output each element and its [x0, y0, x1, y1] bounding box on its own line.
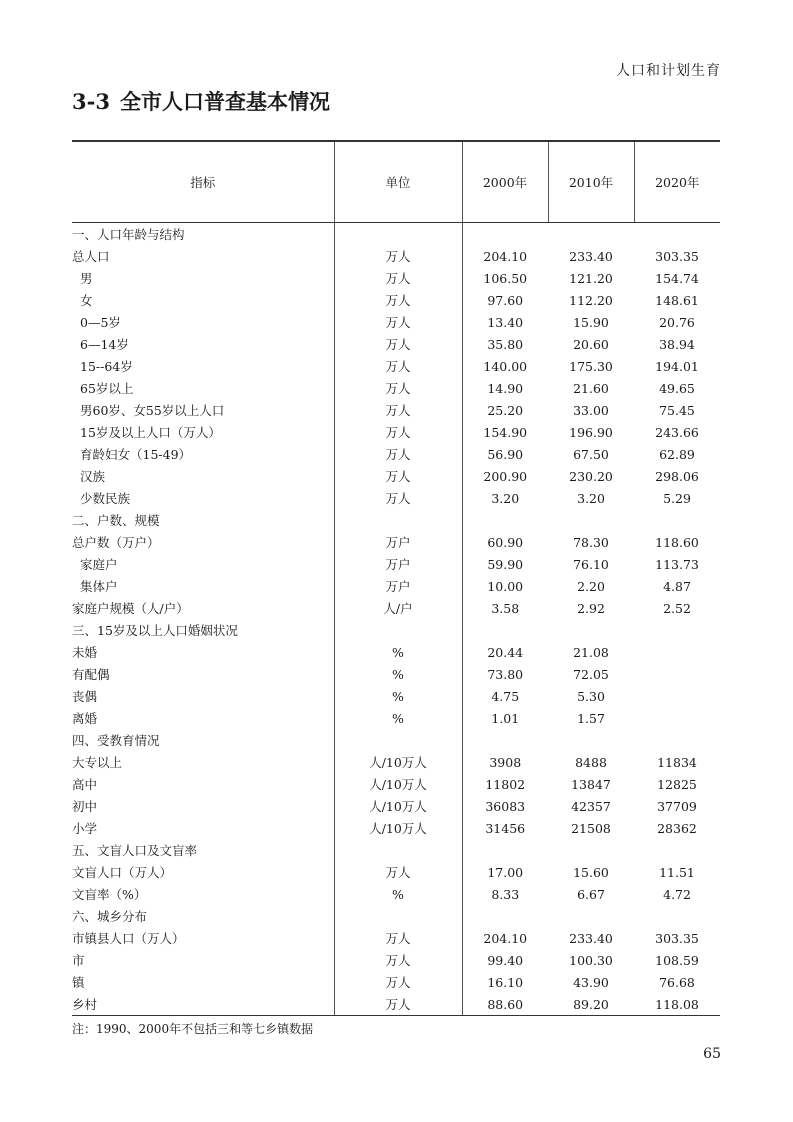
value-2010: 42357 — [571, 798, 611, 814]
row-label: 三、15岁及以上人口婚姻状况 — [72, 623, 238, 638]
value-2000: 3.58 — [462, 597, 548, 619]
row-label: 高中 — [72, 777, 98, 792]
table-row — [72, 597, 720, 619]
table-row — [72, 443, 720, 465]
table-row — [72, 817, 720, 839]
value-2010 — [548, 619, 634, 641]
row-label: 女 — [80, 293, 93, 308]
value-2000: 4.75 — [462, 685, 548, 707]
value-2000 — [462, 509, 548, 531]
value-2000: 20.44 — [462, 641, 548, 663]
row-unit: 万人 — [334, 245, 462, 267]
row-unit: 人/10万人 — [334, 773, 462, 795]
row-unit: 万人 — [334, 377, 462, 399]
row-unit: 万人 — [334, 993, 462, 1016]
value-2000 — [462, 619, 548, 641]
row-unit: 万人 — [334, 487, 462, 509]
value-2000: 10.00 — [462, 575, 548, 597]
value-2010: 76.10 — [573, 556, 609, 572]
table-row — [72, 751, 720, 773]
value-2010 — [548, 839, 634, 861]
value-2020 — [634, 839, 720, 861]
row-label: 市 — [72, 953, 85, 968]
col-header-unit: 单位 — [334, 141, 462, 223]
table-row — [72, 883, 720, 905]
value-2000: 13.40 — [462, 311, 548, 333]
value-2020: 75.45 — [659, 402, 695, 418]
value-2010: 72.05 — [573, 666, 609, 682]
table-row — [72, 575, 720, 597]
row-unit: 万人 — [334, 267, 462, 289]
row-unit: 万户 — [334, 575, 462, 597]
value-2000 — [462, 729, 548, 751]
table-row — [72, 685, 720, 707]
table-row — [72, 509, 720, 531]
table-row — [72, 421, 720, 443]
row-unit: 万人 — [334, 355, 462, 377]
value-2020 — [634, 619, 720, 641]
value-2010: 121.20 — [569, 270, 613, 286]
value-2020: 154.74 — [655, 270, 699, 286]
col-header-2020: 2020年 — [634, 141, 720, 223]
row-label: 大专以上 — [72, 755, 123, 770]
table-row — [72, 861, 720, 883]
value-2020: 49.65 — [659, 380, 695, 396]
value-2020: 76.68 — [659, 974, 695, 990]
value-2000: 3.20 — [462, 487, 548, 509]
row-label: 离婚 — [72, 711, 98, 726]
row-unit: 人/10万人 — [334, 817, 462, 839]
value-2000: 200.90 — [462, 465, 548, 487]
value-2010: 100.30 — [569, 952, 613, 968]
value-2020: 4.72 — [663, 886, 691, 902]
table-row — [72, 663, 720, 685]
section-header: 人口和计划生育 — [616, 63, 721, 79]
table-row — [72, 993, 720, 1016]
table-row — [72, 773, 720, 795]
table-row — [72, 289, 720, 311]
row-label: 育龄妇女（15-49） — [80, 447, 192, 462]
row-unit: 万户 — [334, 531, 462, 553]
row-unit: 万人 — [334, 861, 462, 883]
row-unit — [334, 619, 462, 641]
row-label: 五、文盲人口及文盲率 — [72, 843, 198, 858]
col-header-2010: 2010年 — [548, 141, 634, 223]
row-label: 未婚 — [72, 645, 98, 660]
row-label: 二、户数、规模 — [72, 513, 160, 528]
value-2010: 230.20 — [569, 468, 613, 484]
row-label: 一、人口年龄与结构 — [72, 227, 185, 242]
value-2000: 16.10 — [462, 971, 548, 993]
row-unit: 人/10万人 — [334, 751, 462, 773]
row-label: 0—5岁 — [80, 315, 121, 330]
value-2020: 303.35 — [655, 930, 699, 946]
row-unit: 万人 — [334, 421, 462, 443]
row-label: 总户数（万户） — [72, 535, 160, 550]
table-row — [72, 487, 720, 509]
table-row — [72, 729, 720, 751]
table-row — [72, 333, 720, 355]
row-unit: 人/10万人 — [334, 795, 462, 817]
footnote: 注：1990、2000年不包括三和等七乡镇数据 — [72, 1022, 314, 1036]
value-2000: 106.50 — [462, 267, 548, 289]
value-2000: 17.00 — [462, 861, 548, 883]
row-label: 集体户 — [80, 579, 118, 594]
value-2000: 204.10 — [462, 245, 548, 267]
table-row — [72, 641, 720, 663]
value-2000: 25.20 — [462, 399, 548, 421]
row-unit: % — [334, 641, 462, 663]
table-row — [72, 531, 720, 553]
value-2010 — [548, 905, 634, 927]
value-2010: 43.90 — [573, 974, 609, 990]
table-row — [72, 971, 720, 993]
table-row — [72, 245, 720, 267]
value-2010: 233.40 — [569, 248, 613, 264]
row-unit — [334, 223, 462, 246]
row-unit — [334, 839, 462, 861]
value-2000: 60.90 — [462, 531, 548, 553]
value-2020: 148.61 — [655, 292, 699, 308]
row-label: 镇 — [72, 975, 85, 990]
row-label: 文盲率（%） — [72, 887, 147, 902]
value-2020 — [634, 223, 720, 246]
table-row — [72, 377, 720, 399]
value-2000: 35.80 — [462, 333, 548, 355]
row-unit: 万人 — [334, 333, 462, 355]
value-2020: 113.73 — [655, 556, 699, 572]
value-2020 — [634, 905, 720, 927]
value-2010: 112.20 — [569, 292, 613, 308]
value-2020: 298.06 — [655, 468, 699, 484]
row-label: 男60岁、女55岁以上人口 — [80, 403, 225, 418]
value-2010: 2.92 — [577, 600, 605, 616]
row-unit: 万户 — [334, 553, 462, 575]
col-header-2000: 2000年 — [462, 141, 548, 223]
row-label: 丧偶 — [72, 689, 98, 704]
value-2020 — [634, 663, 720, 685]
value-2000: 73.80 — [462, 663, 548, 685]
value-2020: 194.01 — [655, 358, 699, 374]
value-2000: 59.90 — [462, 553, 548, 575]
value-2000: 14.90 — [462, 377, 548, 399]
value-2000: 88.60 — [462, 993, 548, 1016]
table-row — [72, 839, 720, 861]
value-2010: 20.60 — [573, 336, 609, 352]
value-2020: 243.66 — [655, 424, 699, 440]
row-label: 家庭户 — [80, 557, 118, 572]
table-row — [72, 619, 720, 641]
row-label: 15岁及以上人口（万人） — [80, 425, 221, 440]
value-2000: 154.90 — [462, 421, 548, 443]
value-2010: 1.57 — [577, 710, 605, 726]
table-row — [72, 927, 720, 949]
value-2020: 5.29 — [663, 490, 691, 506]
value-2010: 21.08 — [573, 644, 609, 660]
table-row — [72, 905, 720, 927]
value-2000: 99.40 — [462, 949, 548, 971]
value-2020: 118.60 — [655, 534, 699, 550]
value-2010 — [548, 729, 634, 751]
table-number: 3-3 — [72, 89, 110, 114]
table-row — [72, 707, 720, 729]
value-2010: 2.20 — [577, 578, 605, 594]
row-unit — [334, 905, 462, 927]
value-2000: 97.60 — [462, 289, 548, 311]
row-unit: 人/户 — [334, 597, 462, 619]
value-2020: 20.76 — [659, 314, 695, 330]
row-unit: 万人 — [334, 399, 462, 421]
page-number: 65 — [703, 1046, 721, 1062]
row-label: 15--64岁 — [80, 359, 133, 374]
table-row — [72, 399, 720, 421]
value-2010 — [548, 509, 634, 531]
row-label: 有配偶 — [72, 667, 110, 682]
row-label: 家庭户规模（人/户） — [72, 601, 189, 616]
row-label: 文盲人口（万人） — [72, 865, 173, 880]
value-2010: 13847 — [571, 776, 611, 792]
row-label: 小学 — [72, 821, 98, 836]
row-label: 市镇县人口（万人） — [72, 931, 185, 946]
value-2000: 8.33 — [462, 883, 548, 905]
table-row — [72, 355, 720, 377]
row-label: 汉族 — [80, 469, 106, 484]
value-2020 — [634, 707, 720, 729]
value-2010: 3.20 — [577, 490, 605, 506]
row-unit: % — [334, 883, 462, 905]
row-unit: % — [334, 663, 462, 685]
row-unit: 万人 — [334, 971, 462, 993]
col-header-indicator: 指标 — [72, 141, 334, 223]
value-2020: 28362 — [657, 820, 697, 836]
value-2000: 36083 — [462, 795, 548, 817]
table-row — [72, 553, 720, 575]
row-unit: 万人 — [334, 949, 462, 971]
table-body — [72, 223, 720, 1016]
value-2010: 8488 — [575, 754, 607, 770]
value-2010: 196.90 — [569, 424, 613, 440]
value-2010: 5.30 — [577, 688, 605, 704]
value-2000: 56.90 — [462, 443, 548, 465]
value-2010: 6.67 — [577, 886, 605, 902]
row-label: 总人口 — [72, 249, 110, 264]
value-2000: 1.01 — [462, 707, 548, 729]
value-2020 — [634, 641, 720, 663]
value-2020: 37709 — [657, 798, 697, 814]
value-2000: 31456 — [462, 817, 548, 839]
row-label: 少数民族 — [80, 491, 131, 506]
table-row — [72, 795, 720, 817]
table-title: 全市人口普查基本情况 — [119, 89, 330, 114]
value-2010: 67.50 — [573, 446, 609, 462]
row-label: 男 — [80, 271, 93, 286]
value-2020: 2.52 — [663, 600, 691, 616]
table-header-row — [72, 141, 720, 223]
value-2010: 21.60 — [573, 380, 609, 396]
value-2020: 108.59 — [655, 952, 699, 968]
table-row — [72, 465, 720, 487]
row-label: 65岁以上 — [80, 381, 134, 396]
row-label: 四、受教育情况 — [72, 733, 160, 748]
value-2020: 303.35 — [655, 248, 699, 264]
value-2000: 3908 — [462, 751, 548, 773]
value-2020: 11834 — [657, 754, 697, 770]
value-2020: 11.51 — [659, 864, 695, 880]
value-2000 — [462, 223, 548, 246]
table-row — [72, 949, 720, 971]
table-row — [72, 223, 720, 246]
value-2020: 62.89 — [659, 446, 695, 462]
value-2000: 140.00 — [462, 355, 548, 377]
value-2010: 33.00 — [573, 402, 609, 418]
value-2020: 4.87 — [663, 578, 691, 594]
row-label: 乡村 — [72, 993, 334, 1016]
value-2010: 78.30 — [573, 534, 609, 550]
census-table — [72, 140, 720, 1016]
row-unit: 万人 — [334, 465, 462, 487]
value-2020: 38.94 — [659, 336, 695, 352]
value-2010: 175.30 — [569, 358, 613, 374]
value-2000: 204.10 — [462, 927, 548, 949]
row-unit: % — [334, 707, 462, 729]
table-row — [72, 311, 720, 333]
value-2000 — [462, 905, 548, 927]
row-unit — [334, 509, 462, 531]
row-unit — [334, 729, 462, 751]
value-2010: 21508 — [571, 820, 611, 836]
value-2010: 89.20 — [548, 993, 634, 1016]
value-2010: 233.40 — [569, 930, 613, 946]
value-2020 — [634, 509, 720, 531]
value-2020 — [634, 685, 720, 707]
value-2020 — [634, 729, 720, 751]
row-unit: 万人 — [334, 927, 462, 949]
value-2020: 12825 — [657, 776, 697, 792]
value-2010 — [548, 223, 634, 246]
row-unit: % — [334, 685, 462, 707]
row-label: 初中 — [72, 799, 98, 814]
row-unit: 万人 — [334, 311, 462, 333]
row-label: 6—14岁 — [80, 337, 129, 352]
row-unit: 万人 — [334, 443, 462, 465]
value-2000 — [462, 839, 548, 861]
value-2010: 15.90 — [573, 314, 609, 330]
table-row — [72, 267, 720, 289]
value-2000: 11802 — [462, 773, 548, 795]
value-2020: 118.08 — [634, 993, 720, 1016]
row-label: 六、城乡分布 — [72, 909, 148, 924]
value-2010: 15.60 — [573, 864, 609, 880]
row-unit: 万人 — [334, 289, 462, 311]
page-title — [72, 86, 330, 116]
